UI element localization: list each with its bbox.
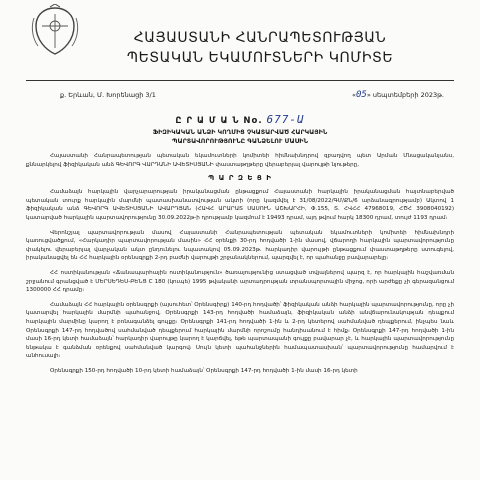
- date-day-handwritten: 05: [356, 90, 367, 100]
- document-date: [352, 90, 444, 100]
- document-meta: [26, 87, 454, 107]
- order-number-handwritten: 677-Ա: [266, 113, 305, 126]
- org-name-line-2: ՊԵՏԱԿԱՆ ԵԿԱՄՈՒՏՆԵՐԻ ԿՈՄԻՏԵ: [126, 50, 394, 66]
- paragraph-3: ՀՀ ոստիկանության «Ճանապարհային ոստիկանություն» ծառայությունից ստացված տվյալներով պարզ է, որ հարկային հաշվառման շրջանում գրանցված է ՄԵՐՍԵԴԵՍ-ԲԵՆՑ C 180 (կուպե) 1995 թվականի արտադրության տրանսպորտային միջոց, որի արժեքը չի գերազանցում 1300000 ՀՀ դրամը։: [26, 269, 454, 294]
- org-name-line-1: ՀԱՅԱՍՏԱՆԻ ՀԱՆՐԱՊԵՏՈՒԹՅԱՆ: [133, 30, 387, 46]
- order-subtitle-line-1: ՖԻԶԻԿԱԿԱՆ ԱՆՁԻ ԿՈՂՄԻՑ ՉԿԱՏԱՐՎԱԾ ՀԱՐԿԱՅԻՆ: [152, 129, 328, 136]
- order-title: [26, 113, 454, 126]
- coat-of-arms-icon: [30, 4, 80, 58]
- order-subtitle-line-2: ՊԱՐՏԱՎՈՐՈՒԹՅՈՒՆԸ ԳԱՆՁԵԼՈՒ ՄԱՍԻՆ: [172, 138, 308, 145]
- header-divider: [26, 80, 454, 81]
- paragraph-1: Համաձայն հարկային վարչարարության իրականացման ընթացքում Հայաստանի հարկային իրականացման հայտնաբերված պետական տուրք հարկային մարմնի պատասխանատվության ակտի (որը կազմվել է 31/08/2022/ԳՄ/ՔՆ/6 արձանագրությամբ) Ակտով 1 ֆիզիկական անձ ԳԵՎՈՐԳ ԱՎԵՏԻՍՅԱՆԻ ԱՎԱՐԴՅԱՆ (ՀԱՎՀ ԱՐԱՐԱՏ ՍԱՍՈՒՆ ԱՇԽԱՐՀԻ, Փ.155, Տ. ՀՎՀՀ 47968019, ՀԾՀ 3908040192) կատարված հարկային պարտավորությունը 30.09.2022թ-ի դրությամբ կազմում է 19493 դրամ, այդ թվում հարկ 18300 դրամ, տույժ 1193 դրամ։: [26, 189, 454, 221]
- document-place: ք. Երևան, Մ. Խորենացի 3/1: [60, 91, 156, 99]
- order-subtitle: [26, 128, 454, 146]
- section-title: Պ Ա Ր Զ Ե Ց Ի: [208, 174, 272, 183]
- order-label: Ը Ր Ա Մ Ա Ն No.: [175, 116, 263, 126]
- paragraph-5: Օրենսգրքի 150-րդ հոդվածի 10-րդ կետի համաձայն՝ Օրենսգրքի 147-րդ հոդվածի 1-ին մասի 16-րդ կետի: [50, 367, 358, 374]
- paragraph-intro: Հայաստանի Հանրապետության պետական եկամուտների կոմիտեի հիմնախնդրով զբաղվող պետ Արման Մնացականյանս, քննարկելով ֆիզիկական անձ ԳԵՎՈՐԳ ՎԱՐԴԱՆԻ ԱՎԵՏԻՍՅԱՆԻ փաստաթղթերը վերաբերյալ վարույթի նյութերը,: [26, 153, 454, 168]
- paragraph-4: Համաձայն ՀՀ հարկային օրենսգրքի (այսուհետ՝ Օրենսգիրք) 140-րդ հոդվածի՝ ֆիզիկական անձի հարկային պարտավորությունը, որը չի կատարվել հարկային մարմնի պահանջով, Օրենսգրքի 143-րդ հոդվածի համաձայն, ֆիզիկական անձի անվճարունակության դեպքում հարկային մարմինը կարող է բռնագանձել գույքը։ Օրենսգրքի 141-րդ հոդվածի 1-ին և 2-րդ կետերով սահմանված դեպքերում, ինչպես նաև Օրենսգրքի 147-րդ հոդվածով սահմանված դեպքերում հարկային մարմնի որոշումը հանդիսանում է հիմք։ Օրենսգրքի 147-րդ հոդվածի 1-ին մասի 16-րդ կետի համաձայն՝ հարկադիր վարույթը կարող է կարճվել, եթե պարտապանի գույքը բավարար չէ, և հարկային պարտավորությունը ենթակա է գանձման օրենքով սահմանված կարգով։ Սույն կետի պահանջներին համապատասխան՝ պարտավորությունը համարվում է անհուսալի։: [26, 301, 454, 360]
- paragraph-2: Վերոնշյալ պարտավորության մասով Հայաստանի Հանրապետության պետական եկամուտների կոմիտեի հիմնախնդրի կառուցվածքում, «Հարկադիր պարտավորության մասին» ՀՀ օրենքի 30-րդ հոդվածի 1-ին մասով, վճարողի հարկային պարտավորությունը փակելու վերաբերյալ վարչական ակտ ընդունելու նպատակով 05.09.2023թ. հարկադիր վարույթի ընթացքում փաստաթղթերը ստուգելով, իրականացվել են ՀՀ հարկային օրենսգրքի 2-րդ բաժնի վարույթի շրջանակներում, պարզվել է, որ պահանջը բավարարելը։: [26, 229, 454, 262]
- document-header: [66, 30, 454, 66]
- date-prefix: «: [352, 91, 357, 99]
- date-suffix: » սեպտեմբերի 2023թ.: [366, 91, 444, 99]
